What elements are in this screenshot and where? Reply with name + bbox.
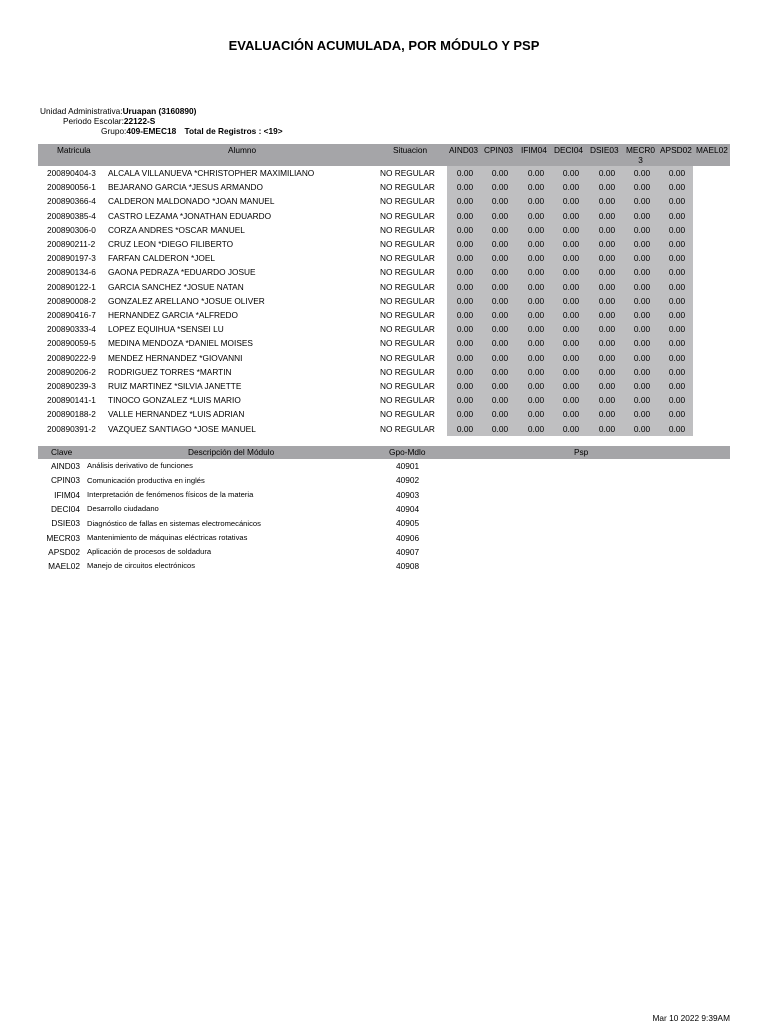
list-item — [38, 545, 730, 559]
grade-cell: 0.00 — [633, 366, 651, 377]
table-row — [38, 308, 730, 322]
grade-cell: 0.00 — [527, 239, 545, 249]
grade-cell: 0.00 — [456, 168, 474, 178]
situacion-cell: NO REGULAR — [380, 295, 435, 306]
grade-cell: 0.00 — [491, 338, 509, 349]
col-grade-4: DSIE03 — [590, 145, 619, 155]
grade-cell: 0.00 — [527, 409, 545, 420]
matricula-cell: 200890391-2 — [47, 423, 96, 434]
matricula-cell: 200890385-4 — [47, 210, 96, 221]
descripcion-cell: Aplicación de procesos de soldadura — [87, 547, 212, 557]
grade-cell: 0.00 — [562, 224, 580, 235]
grade-cell: 0.00 — [527, 253, 545, 264]
grade-cell: 0.00 — [527, 295, 545, 306]
matricula-cell: 200890197-3 — [47, 253, 96, 264]
grade-cell: 0.00 — [633, 196, 651, 207]
unidad-value: Uruapan (3160890) — [122, 106, 197, 116]
grade-cell: 0.00 — [633, 338, 651, 349]
grade-cell: 0.00 — [456, 310, 474, 320]
grade-cell: 0.00 — [598, 423, 616, 434]
grade-cell: 0.00 — [633, 295, 651, 306]
grade-cell: 0.00 — [456, 423, 474, 434]
matricula-cell: 200890056-1 — [47, 182, 96, 193]
grade-cell: 0.00 — [668, 338, 686, 349]
unidad-line — [40, 106, 283, 116]
grade-cell: 0.00 — [562, 338, 580, 349]
grade-cell: 0.00 — [668, 253, 686, 264]
grade-cell: 0.00 — [491, 182, 509, 193]
alumno-cell: CORZA ANDRES *OSCAR MANUEL — [108, 224, 245, 235]
grade-cell: 0.00 — [491, 366, 509, 377]
grade-cell: 0.00 — [562, 295, 580, 306]
grade-cell: 0.00 — [598, 239, 616, 249]
grade-cell: 0.00 — [633, 281, 651, 292]
modules-table-header — [38, 446, 730, 459]
grupo-line — [40, 126, 283, 136]
alumno-cell: GAONA PEDRAZA *EDUARDO JOSUE — [108, 267, 256, 278]
situacion-cell: NO REGULAR — [380, 253, 435, 264]
grade-cell: 0.00 — [633, 409, 651, 420]
list-item — [38, 502, 730, 516]
clave-cell: CPIN03 — [50, 475, 80, 486]
grade-cell: 0.00 — [633, 182, 651, 193]
grade-cell: 0.00 — [598, 381, 616, 391]
matricula-cell: 200890366-4 — [47, 196, 96, 207]
grade-cell: 0.00 — [456, 366, 474, 377]
grade-cell: 0.00 — [562, 253, 580, 264]
col-grade-6: APSD02 — [660, 145, 692, 155]
grade-cell: 0.00 — [668, 267, 686, 278]
table-row — [38, 365, 730, 379]
list-item — [38, 531, 730, 545]
grade-cell: 0.00 — [633, 267, 651, 278]
matricula-cell: 200890059-5 — [47, 338, 96, 349]
grade-cell: 0.00 — [562, 239, 580, 249]
col-clave: Clave — [51, 446, 73, 457]
grade-cell: 0.00 — [598, 224, 616, 235]
situacion-cell: NO REGULAR — [380, 310, 435, 320]
list-item — [38, 516, 730, 530]
report-meta — [40, 106, 283, 136]
table-row — [38, 294, 730, 308]
grade-cell: 0.00 — [491, 239, 509, 249]
situacion-cell: NO REGULAR — [380, 381, 435, 391]
grade-cell: 0.00 — [527, 324, 545, 335]
grade-cell: 0.00 — [491, 210, 509, 221]
grade-cell: 0.00 — [562, 409, 580, 420]
grade-cell: 0.00 — [527, 267, 545, 278]
table-row — [38, 237, 730, 251]
grade-cell: 0.00 — [491, 423, 509, 434]
grade-cell: 0.00 — [668, 224, 686, 235]
grade-cell: 0.00 — [668, 352, 686, 363]
clave-cell: IFIM04 — [54, 489, 80, 500]
table-row — [38, 180, 730, 194]
grade-cell: 0.00 — [562, 366, 580, 377]
grade-cell: 0.00 — [633, 210, 651, 221]
descripcion-cell: Diagnóstico de fallas en sistemas electromecánicos — [87, 518, 261, 528]
matricula-cell: 200890008-2 — [47, 295, 96, 306]
grade-cell: 0.00 — [668, 409, 686, 420]
col-gpo-mdlo: Gpo-Mdlo — [389, 446, 426, 457]
matricula-cell: 200890188-2 — [47, 409, 96, 420]
grade-cell: 0.00 — [633, 395, 651, 406]
matricula-cell: 200890134-6 — [47, 267, 96, 278]
situacion-cell: NO REGULAR — [380, 210, 435, 221]
situacion-cell: NO REGULAR — [380, 182, 435, 193]
col-grade-0: AIND03 — [449, 145, 479, 155]
grade-cell: 0.00 — [668, 423, 686, 434]
col-psp: Psp — [574, 446, 589, 457]
matricula-cell: 200890122-1 — [47, 281, 96, 292]
situacion-cell: NO REGULAR — [380, 395, 435, 406]
table-row — [38, 422, 730, 436]
alumno-cell: MENDEZ HERNANDEZ *GIOVANNI — [108, 352, 243, 363]
grade-cell: 0.00 — [633, 324, 651, 335]
list-item — [38, 559, 730, 573]
grade-cell: 0.00 — [456, 267, 474, 278]
alumno-cell: VAZQUEZ SANTIAGO *JOSE MANUEL — [108, 423, 256, 434]
table-row — [38, 407, 730, 421]
grade-cell: 0.00 — [668, 324, 686, 335]
grade-cell: 0.00 — [598, 338, 616, 349]
grade-cell: 0.00 — [562, 352, 580, 363]
grade-cell: 0.00 — [598, 295, 616, 306]
print-date: Mar 10 2022 9:39AM — [652, 1013, 730, 1023]
grade-cell: 0.00 — [527, 423, 545, 434]
alumno-cell: RODRIGUEZ TORRES *MARTIN — [108, 366, 232, 377]
grade-cell: 0.00 — [562, 182, 580, 193]
grade-cell: 0.00 — [598, 253, 616, 264]
grade-cell: 0.00 — [668, 395, 686, 406]
periodo-line — [40, 116, 283, 126]
matricula-cell: 200890404-3 — [47, 168, 96, 178]
grade-cell: 0.00 — [456, 324, 474, 335]
gpo-cell: 40904 — [396, 503, 420, 514]
clave-cell: AIND03 — [50, 461, 80, 471]
grade-cell: 0.00 — [491, 409, 509, 420]
grade-cell: 0.00 — [491, 267, 509, 278]
situacion-cell: NO REGULAR — [380, 196, 435, 207]
gpo-cell: 40905 — [396, 518, 420, 529]
grade-cell: 0.00 — [562, 381, 580, 391]
alumno-cell: CRUZ LEON *DIEGO FILIBERTO — [108, 239, 234, 249]
situacion-cell: NO REGULAR — [380, 352, 435, 363]
grupo-value: 409-EMEC18 — [126, 126, 177, 136]
situacion-cell: NO REGULAR — [380, 423, 435, 434]
grade-cell: 0.00 — [598, 210, 616, 221]
clave-cell: APSD02 — [48, 546, 80, 557]
grade-cell: 0.00 — [456, 239, 474, 249]
alumno-cell: VALLE HERNANDEZ *LUIS ADRIAN — [108, 409, 245, 420]
grade-cell: 0.00 — [456, 352, 474, 363]
grade-cell: 0.00 — [598, 352, 616, 363]
grade-cell: 0.00 — [527, 395, 545, 406]
table-row — [38, 251, 730, 265]
grade-cell: 0.00 — [456, 196, 474, 207]
grade-cell: 0.00 — [527, 338, 545, 349]
table-row — [38, 322, 730, 336]
situacion-cell: NO REGULAR — [380, 338, 435, 349]
grade-cell: 0.00 — [527, 281, 545, 292]
col-grade-1: CPIN03 — [484, 145, 514, 155]
table-row — [38, 265, 730, 279]
col-alumno: Alumno — [228, 145, 257, 155]
alumno-cell: RUIZ MARTINEZ *SILVIA JANETTE — [108, 381, 242, 391]
alumno-cell: ALCALA VILLANUEVA *CHRISTOPHER MAXIMILIANO — [108, 168, 315, 178]
matricula-cell: 200890416-7 — [47, 310, 96, 320]
alumno-cell: CALDERON MALDONADO *JOAN MANUEL — [108, 196, 275, 207]
grade-cell: 0.00 — [633, 423, 651, 434]
col-grade-7: MAEL02 — [696, 145, 728, 155]
grade-cell: 0.00 — [562, 196, 580, 207]
matricula-cell: 200890211-2 — [47, 239, 96, 249]
descripcion-cell: Mantenimiento de máquinas eléctricas rotativas — [87, 532, 248, 542]
grade-cell: 0.00 — [491, 224, 509, 235]
clave-cell: DECI04 — [50, 503, 80, 514]
grade-cell: 0.00 — [598, 324, 616, 335]
col-situacion: Situacion — [393, 145, 428, 155]
grade-cell: 0.00 — [527, 224, 545, 235]
grade-cell: 0.00 — [633, 253, 651, 264]
alumno-cell: TINOCO GONZALEZ *LUIS MARIO — [108, 395, 241, 406]
grade-cell: 0.00 — [668, 168, 686, 178]
situacion-cell: NO REGULAR — [380, 168, 435, 178]
grade-cell: 0.00 — [668, 182, 686, 193]
col-grade-2: IFIM04 — [521, 145, 547, 155]
descripcion-cell: Comunicación productiva en inglés — [87, 475, 205, 485]
grade-cell: 0.00 — [456, 253, 474, 264]
gpo-cell: 40907 — [396, 546, 420, 557]
table-row — [38, 280, 730, 294]
grade-cell: 0.00 — [668, 196, 686, 207]
grade-cell: 0.00 — [633, 381, 651, 391]
col-descripcion: Descripción del Módulo — [188, 446, 275, 457]
table-row — [38, 166, 730, 180]
grade-cell: 0.00 — [633, 168, 651, 178]
grade-cell: 0.00 — [562, 267, 580, 278]
grade-cell: 0.00 — [527, 196, 545, 207]
grade-cell: 0.00 — [633, 239, 651, 249]
grade-cell: 0.00 — [456, 295, 474, 306]
alumno-cell: CASTRO LEZAMA *JONATHAN EDUARDO — [108, 210, 272, 221]
alumno-cell: HERNANDEZ GARCIA *ALFREDO — [108, 310, 239, 320]
table-row — [38, 336, 730, 350]
gpo-cell: 40908 — [396, 561, 420, 572]
descripcion-cell: Desarrollo ciudadano — [87, 504, 159, 514]
grade-cell: 0.00 — [598, 182, 616, 193]
grade-cell: 0.00 — [491, 281, 509, 292]
grade-cell: 0.00 — [562, 168, 580, 178]
alumno-cell: FARFAN CALDERON *JOEL — [108, 253, 215, 264]
grade-cell: 0.00 — [527, 352, 545, 363]
descripcion-cell: Análisis derivativo de funciones — [87, 461, 193, 471]
alumno-cell: LOPEZ EQUIHUA *SENSEI LU — [108, 324, 224, 335]
situacion-cell: NO REGULAR — [380, 267, 435, 278]
grade-cell: 0.00 — [456, 281, 474, 292]
grade-cell: 0.00 — [633, 352, 651, 363]
grade-cell: 0.00 — [598, 168, 616, 178]
grupo-label: Grupo: — [101, 126, 127, 136]
table-row — [38, 351, 730, 365]
page-title: EVALUACIÓN ACUMULADA, POR MÓDULO Y PSP — [228, 38, 540, 53]
situacion-cell: NO REGULAR — [380, 324, 435, 335]
grade-cell: 0.00 — [527, 210, 545, 221]
grade-cell: 0.00 — [598, 366, 616, 377]
alumno-cell: BEJARANO GARCIA *JESUS ARMANDO — [108, 182, 263, 193]
gpo-cell: 40901 — [396, 461, 420, 471]
grade-cell: 0.00 — [562, 210, 580, 221]
matricula-cell: 200890222-9 — [47, 352, 96, 363]
grade-cell: 0.00 — [668, 239, 686, 249]
descripcion-cell: Manejo de circuitos electrónicos — [87, 561, 196, 571]
clave-cell: DSIE03 — [51, 518, 80, 529]
unidad-label: Unidad Administrativa: — [40, 106, 123, 116]
descripcion-cell: Interpretación de fenómenos físicos de la materia — [87, 489, 254, 499]
list-item — [38, 473, 730, 487]
grade-cell: 0.00 — [491, 253, 509, 264]
grade-cell: 0.00 — [527, 182, 545, 193]
grade-cell: 0.00 — [491, 381, 509, 391]
col-matricula: Matricula — [57, 145, 91, 155]
matricula-cell: 200890333-4 — [47, 324, 96, 335]
table-row — [38, 209, 730, 223]
grade-cell: 0.00 — [527, 168, 545, 178]
clave-cell: MECR03 — [46, 532, 80, 543]
grade-cell: 0.00 — [456, 338, 474, 349]
col-grade-3: DECI04 — [554, 145, 584, 155]
grade-cell: 0.00 — [527, 381, 545, 391]
matricula-cell: 200890239-3 — [47, 381, 96, 391]
grade-cell: 0.00 — [456, 224, 474, 235]
alumno-cell: MEDINA MENDOZA *DANIEL MOISES — [108, 338, 253, 349]
grade-cell: 0.00 — [491, 196, 509, 207]
alumno-cell: GONZALEZ ARELLANO *JOSUE OLIVER — [108, 295, 265, 306]
list-item — [38, 488, 730, 502]
col-grade-5: MECR0 3 — [626, 145, 656, 165]
grade-cell: 0.00 — [598, 281, 616, 292]
grade-cell: 0.00 — [598, 409, 616, 420]
grade-cell: 0.00 — [456, 182, 474, 193]
situacion-cell: NO REGULAR — [380, 281, 435, 292]
situacion-cell: NO REGULAR — [380, 224, 435, 235]
grade-cell: 0.00 — [562, 324, 580, 335]
grade-cell: 0.00 — [527, 310, 545, 320]
grade-cell: 0.00 — [491, 352, 509, 363]
students-table-header — [38, 144, 730, 166]
grade-cell: 0.00 — [491, 168, 509, 178]
clave-cell: MAEL02 — [48, 561, 80, 572]
periodo-value: 22122-S — [123, 116, 156, 126]
list-item — [38, 459, 730, 473]
table-row — [38, 393, 730, 407]
grade-cell: 0.00 — [668, 210, 686, 221]
grade-cell: 0.00 — [668, 366, 686, 377]
grade-cell: 0.00 — [456, 210, 474, 221]
periodo-label: Periodo Escolar: — [63, 116, 124, 126]
grade-cell: 0.00 — [456, 381, 474, 391]
table-row — [38, 223, 730, 237]
situacion-cell: NO REGULAR — [380, 409, 435, 420]
gpo-cell: 40902 — [396, 475, 420, 486]
gpo-cell: 40903 — [396, 489, 420, 500]
grade-cell: 0.00 — [491, 310, 509, 320]
gpo-cell: 40906 — [396, 532, 420, 543]
grade-cell: 0.00 — [668, 295, 686, 306]
situacion-cell: NO REGULAR — [380, 366, 435, 377]
table-row — [38, 194, 730, 208]
alumno-cell: GARCIA SANCHEZ *JOSUE NATAN — [108, 281, 244, 292]
grade-cell: 0.00 — [562, 395, 580, 406]
grade-cell: 0.00 — [598, 196, 616, 207]
grade-cell: 0.00 — [668, 310, 686, 320]
table-row — [38, 379, 730, 393]
matricula-cell: 200890306-0 — [47, 224, 96, 235]
grade-cell: 0.00 — [633, 310, 651, 320]
grade-cell: 0.00 — [527, 366, 545, 377]
grade-cell: 0.00 — [598, 267, 616, 278]
grade-cell: 0.00 — [456, 395, 474, 406]
grade-cell: 0.00 — [668, 281, 686, 292]
grade-cell: 0.00 — [668, 381, 686, 391]
total-registros: Total de Registros : <19> — [184, 126, 283, 136]
grade-cell: 0.00 — [456, 409, 474, 420]
matricula-cell: 200890141-1 — [47, 395, 96, 406]
situacion-cell: NO REGULAR — [380, 239, 435, 249]
grade-cell: 0.00 — [491, 295, 509, 306]
grade-cell: 0.00 — [562, 281, 580, 292]
grade-cell: 0.00 — [633, 224, 651, 235]
grade-cell: 0.00 — [562, 423, 580, 434]
grade-cell: 0.00 — [598, 310, 616, 320]
grade-cell: 0.00 — [562, 310, 580, 320]
matricula-cell: 200890206-2 — [47, 366, 96, 377]
grade-cell: 0.00 — [598, 395, 616, 406]
grade-cell: 0.00 — [491, 395, 509, 406]
grade-cell: 0.00 — [491, 324, 509, 335]
